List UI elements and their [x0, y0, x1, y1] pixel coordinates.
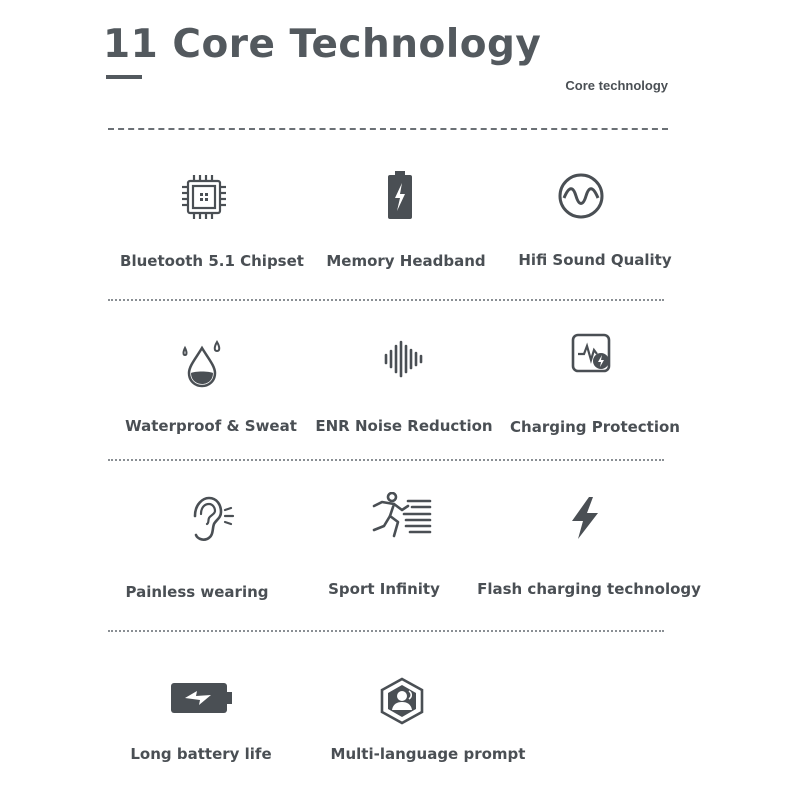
voice-prompt-icon	[379, 677, 425, 725]
page-subtitle: Core technology	[565, 78, 668, 93]
header-divider	[108, 128, 668, 130]
lightning-bolt-icon	[569, 497, 601, 539]
sound-wave-circle-icon	[557, 172, 605, 220]
title-underline	[106, 75, 142, 79]
feature-label-enr: ENR Noise Reduction	[315, 417, 493, 435]
feature-label-painless: Painless wearing	[125, 583, 269, 601]
feature-label-sport: Sport Infinity	[328, 580, 440, 598]
feature-label-hifi: Hifi Sound Quality	[518, 251, 672, 269]
battery-bolt-icon	[386, 171, 414, 221]
feature-label-waterproof: Waterproof & Sweat	[125, 417, 297, 435]
feature-label-headband: Memory Headband	[326, 252, 486, 270]
feature-label-battery-life: Long battery life	[130, 745, 272, 763]
running-person-icon	[370, 492, 432, 540]
feature-label-flash: Flash charging technology	[477, 580, 701, 598]
feature-label-multi-language: Multi-language prompt	[330, 745, 526, 763]
row-divider	[108, 459, 664, 461]
feature-label-bluetooth: Bluetooth 5.1 Chipset	[120, 252, 304, 270]
ear-icon	[187, 496, 237, 542]
title-block	[103, 22, 541, 67]
audio-waveform-icon	[383, 340, 425, 378]
row-divider	[108, 630, 664, 632]
page-title: 11 Core Technology	[103, 22, 542, 67]
battery-charging-icon	[171, 681, 233, 715]
row-divider	[108, 299, 664, 301]
water-drop-icon	[180, 340, 226, 388]
chip-icon	[180, 173, 228, 221]
charging-protection-icon	[570, 332, 614, 376]
feature-label-charging-protection: Charging Protection	[510, 418, 680, 436]
